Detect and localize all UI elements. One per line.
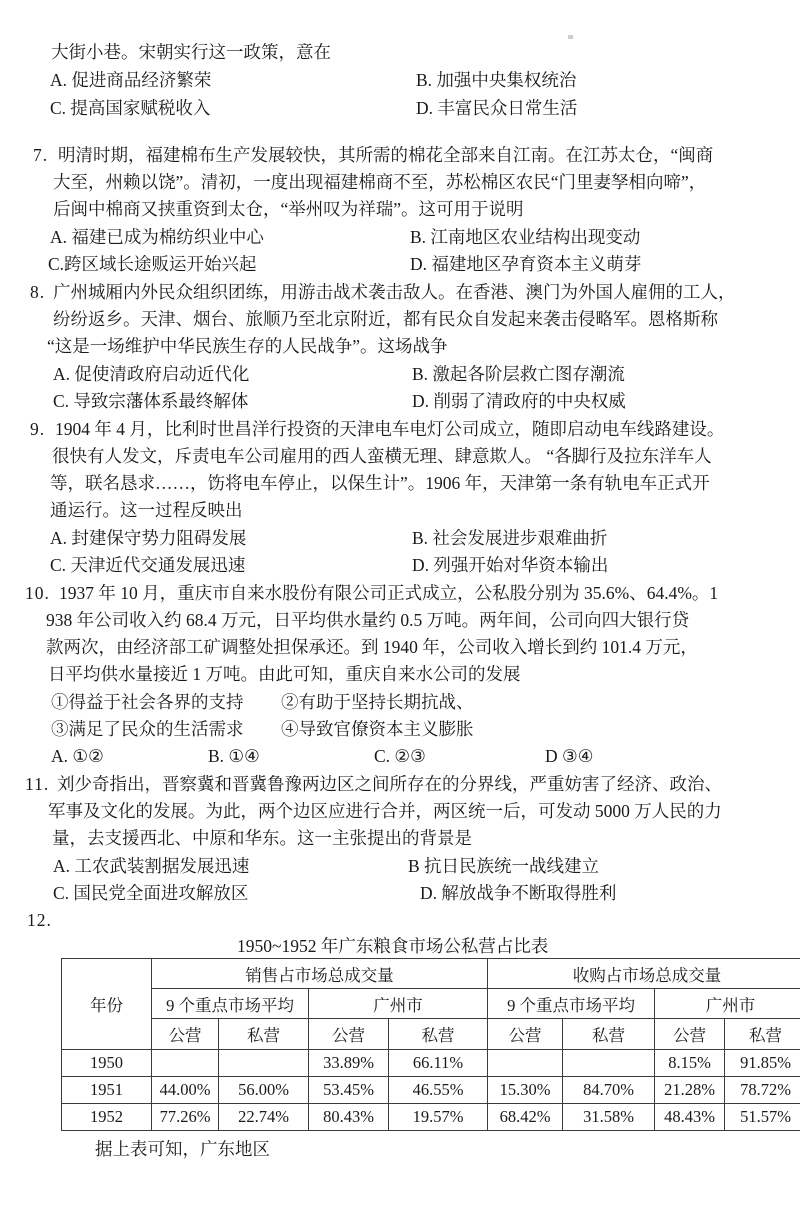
q10-statements-34 bbox=[0, 717, 800, 741]
option-c: C. ②③ bbox=[374, 746, 426, 766]
carryover-stem-line bbox=[0, 40, 800, 64]
subgroup-header: 9 个重点市场平均 bbox=[488, 989, 655, 1019]
q9-stem-line-4 bbox=[0, 498, 800, 522]
value-cell: 19.57% bbox=[389, 1104, 488, 1131]
q7-stem-line-1 bbox=[0, 143, 800, 167]
option-a: A. 福建已成为棉纺织业中心 bbox=[50, 227, 264, 247]
q8-stem-line-1 bbox=[0, 280, 800, 304]
year-header-cell: 年份 bbox=[62, 959, 152, 1050]
statement-3: ③满足了民众的生活需求 bbox=[51, 719, 244, 739]
q7-number: 7. bbox=[33, 145, 49, 165]
statement-1: ①得益于社会各界的支持 bbox=[51, 692, 244, 712]
table-header-groups-row bbox=[62, 959, 800, 989]
value-cell: 77.26% bbox=[152, 1104, 219, 1131]
value-cell: 22.74% bbox=[219, 1104, 309, 1131]
grain-market-table bbox=[61, 958, 800, 1131]
q9-options-cd bbox=[0, 553, 800, 577]
statement-4: ④导致官僚资本主义膨胀 bbox=[281, 719, 474, 739]
option-b: B. 社会发展进步艰难曲折 bbox=[412, 528, 608, 548]
value-cell bbox=[563, 1050, 655, 1077]
option-a: A. 促使清政府启动近代化 bbox=[53, 364, 250, 384]
col-header: 私营 bbox=[219, 1019, 309, 1050]
q7-options-cd bbox=[0, 252, 800, 276]
q8-number: 8. bbox=[30, 282, 46, 302]
q7-stem-line-2 bbox=[0, 170, 800, 194]
stem-text: 广州城厢内外民众组织团练，用游击战术袭击敌人。在香港、澳门为外国人雇佣的工人， bbox=[53, 282, 736, 302]
value-cell: 33.89% bbox=[309, 1050, 389, 1077]
stem-text: 后闽中棉商又挟重资到太仓，“举州叹为祥瑞”。这可用于说明 bbox=[53, 199, 524, 219]
value-cell: 44.00% bbox=[152, 1077, 219, 1104]
col-header: 私营 bbox=[389, 1019, 488, 1050]
stem-text: 1904 年 4 月，比利时世昌洋行投资的天津电车电灯公司成立，随即启动电车线路建设。 bbox=[55, 419, 725, 439]
value-cell: 91.85% bbox=[725, 1050, 800, 1077]
year-cell: 1950 bbox=[62, 1050, 152, 1077]
option-d: D. 丰富民众日常生活 bbox=[416, 98, 578, 118]
stem-text: 款两次，由经济部工矿调整处担保承还。到 1940 年，公司收入增长到约 101.4 万元， bbox=[46, 637, 698, 657]
value-cell: 78.72% bbox=[725, 1077, 800, 1104]
statement-2: ②有助于坚持长期抗战、 bbox=[281, 692, 474, 712]
col-header: 私营 bbox=[725, 1019, 800, 1050]
purchase-group-header: 收购占市场总成交量 bbox=[488, 959, 800, 989]
value-cell: 48.43% bbox=[655, 1104, 725, 1131]
q9-options-ab bbox=[0, 526, 800, 550]
col-header: 公营 bbox=[152, 1019, 219, 1050]
option-c: C. 提高国家赋税收入 bbox=[50, 98, 211, 118]
q9-number: 9. bbox=[30, 419, 46, 439]
option-a: A. ①② bbox=[51, 746, 104, 766]
option-c: C. 天津近代交通发展迅速 bbox=[50, 555, 246, 575]
option-d: D. 福建地区孕育资本主义萌芽 bbox=[410, 254, 642, 274]
q11-number: 11. bbox=[25, 774, 50, 794]
table-conclusion-stem: 据上表可知，广东地区 bbox=[95, 1139, 270, 1159]
option-d: D. 解放战争不断取得胜利 bbox=[420, 883, 617, 903]
value-cell: 21.28% bbox=[655, 1077, 725, 1104]
value-cell: 84.70% bbox=[563, 1077, 655, 1104]
value-cell: 80.43% bbox=[309, 1104, 389, 1131]
option-b: B. 激起各阶层救亡图存潮流 bbox=[412, 364, 625, 384]
option-a: A. 促进商品经济繁荣 bbox=[50, 70, 212, 90]
value-cell: 8.15% bbox=[655, 1050, 725, 1077]
col-header: 公营 bbox=[655, 1019, 725, 1050]
q9-stem-line-2 bbox=[0, 444, 800, 468]
stem-text: 大至，州赖以饶”。清初，一度出现福建棉商不至，苏松棉区农民“门里妻孥相向啼”， bbox=[53, 172, 707, 192]
stem-text: 很快有人发文，斥责电车公司雇用的西人蛮横无理、肆意欺人。 “各脚行及拉东洋车人 bbox=[52, 446, 712, 466]
subgroup-header: 9 个重点市场平均 bbox=[152, 989, 309, 1019]
q12-number: 12. bbox=[27, 910, 52, 930]
col-header: 私营 bbox=[563, 1019, 655, 1050]
sales-group-header: 销售占市场总成交量 bbox=[152, 959, 488, 989]
carryover-options-ab bbox=[0, 68, 800, 92]
option-b: B. 加强中央集权统治 bbox=[416, 70, 577, 90]
option-c: C.跨区域长途贩运开始兴起 bbox=[48, 254, 257, 274]
stem-text: “这是一场维护中华民族生存的人民战争”。这场战争 bbox=[47, 336, 448, 356]
stem-text: 大街小巷。宋朝实行这一政策，意在 bbox=[51, 42, 331, 62]
q9-stem-line-3 bbox=[0, 471, 800, 495]
q8-stem-line-2 bbox=[0, 307, 800, 331]
option-b: B. ①④ bbox=[208, 746, 260, 766]
year-cell: 1952 bbox=[62, 1104, 152, 1131]
q10-stem-line-3 bbox=[0, 635, 800, 659]
stem-text: 1937 年 10 月，重庆市自来水股份有限公司正式成立，公私股分别为 35.6%、64.4%。1 bbox=[59, 583, 719, 603]
stem-text: 等，联名恳求……，饬将电车停止，以保生计”。1906 年，天津第一条有轨电车正式开 bbox=[50, 473, 710, 493]
table-title: 1950~1952 年广东粮食市场公私营占比表 bbox=[237, 936, 549, 956]
carryover-options-cd bbox=[0, 96, 800, 120]
option-b: B. 江南地区农业结构出现变动 bbox=[410, 227, 641, 247]
q11-options-ab bbox=[0, 854, 800, 878]
option-d: D ③④ bbox=[545, 746, 594, 766]
col-header: 公营 bbox=[488, 1019, 563, 1050]
value-cell: 15.30% bbox=[488, 1077, 563, 1104]
option-c: C. 导致宗藩体系最终解体 bbox=[53, 391, 249, 411]
table-row bbox=[62, 1077, 800, 1104]
year-cell: 1951 bbox=[62, 1077, 152, 1104]
option-b: B 抗日民族统一战线建立 bbox=[408, 856, 600, 876]
q10-stem-line-1 bbox=[0, 581, 800, 605]
q9-stem-line-1 bbox=[0, 417, 800, 441]
col-header: 公营 bbox=[309, 1019, 389, 1050]
table-row bbox=[62, 1050, 800, 1077]
q11-options-cd bbox=[0, 881, 800, 905]
q10-statements-12 bbox=[0, 690, 800, 714]
q8-stem-line-3 bbox=[0, 334, 800, 358]
value-cell: 68.42% bbox=[488, 1104, 563, 1131]
q10-number: 10. bbox=[25, 583, 50, 603]
q7-stem-line-3 bbox=[0, 197, 800, 221]
option-d: D. 列强开始对华资本输出 bbox=[412, 555, 609, 575]
q12-number-line bbox=[0, 908, 800, 932]
option-d: D. 削弱了清政府的中央权威 bbox=[412, 391, 626, 411]
q11-stem-line-3 bbox=[0, 826, 800, 850]
option-a: A. 封建保守势力阻碍发展 bbox=[50, 528, 247, 548]
q7-options-ab bbox=[0, 225, 800, 249]
q8-options-ab bbox=[0, 362, 800, 386]
stem-text: 通运行。这一过程反映出 bbox=[50, 500, 243, 520]
value-cell: 51.57% bbox=[725, 1104, 800, 1131]
option-c: C. 国民党全面进攻解放区 bbox=[53, 883, 249, 903]
table-row bbox=[62, 1104, 800, 1131]
q10-stem-line-2 bbox=[0, 608, 800, 632]
subgroup-header: 广州市 bbox=[655, 989, 800, 1019]
q8-options-cd bbox=[0, 389, 800, 413]
stem-text: 纷纷返乡。天津、烟台、旅顺乃至北京附近，都有民众自发起来袭击侵略军。恩格斯称 bbox=[53, 309, 718, 329]
q11-stem-line-1 bbox=[0, 772, 800, 796]
table-header-cols-row bbox=[62, 1019, 800, 1050]
value-cell: 66.11% bbox=[389, 1050, 488, 1077]
value-cell bbox=[152, 1050, 219, 1077]
q11-stem-line-2 bbox=[0, 799, 800, 823]
stem-text: 日平均供水量接近 1 万吨。由此可知，重庆自来水公司的发展 bbox=[48, 664, 521, 684]
value-cell: 56.00% bbox=[219, 1077, 309, 1104]
value-cell bbox=[488, 1050, 563, 1077]
q10-stem-line-4 bbox=[0, 662, 800, 686]
scan-artifact-speck bbox=[568, 35, 573, 39]
stem-text: 军事及文化的发展。为此，两个边区应进行合并，两区统一后，可发动 5000 万人民的力 bbox=[48, 801, 722, 821]
option-a: A. 工农武装割据发展迅速 bbox=[53, 856, 250, 876]
stem-text: 刘少奇指出，晋察冀和晋冀鲁豫两边区之间所存在的分界线，严重妨害了经济、政治、 bbox=[57, 774, 722, 794]
value-cell: 46.55% bbox=[389, 1077, 488, 1104]
q10-options-abcd bbox=[0, 744, 800, 768]
subgroup-header: 广州市 bbox=[309, 989, 488, 1019]
stem-text: 量，去支援西北、中原和华东。这一主张提出的背景是 bbox=[52, 828, 472, 848]
value-cell bbox=[219, 1050, 309, 1077]
table-header-subgroups-row bbox=[62, 989, 800, 1019]
stem-text: 938 年公司收入约 68.4 万元，日平均供水量约 0.5 万吨。两年间，公司向四大银行贷 bbox=[46, 610, 690, 630]
value-cell: 31.58% bbox=[563, 1104, 655, 1131]
stem-text: 明清时期，福建棉布生产发展较快，其所需的棉花全部来自江南。在江苏太仓，“闽商 bbox=[58, 145, 714, 165]
value-cell: 53.45% bbox=[309, 1077, 389, 1104]
